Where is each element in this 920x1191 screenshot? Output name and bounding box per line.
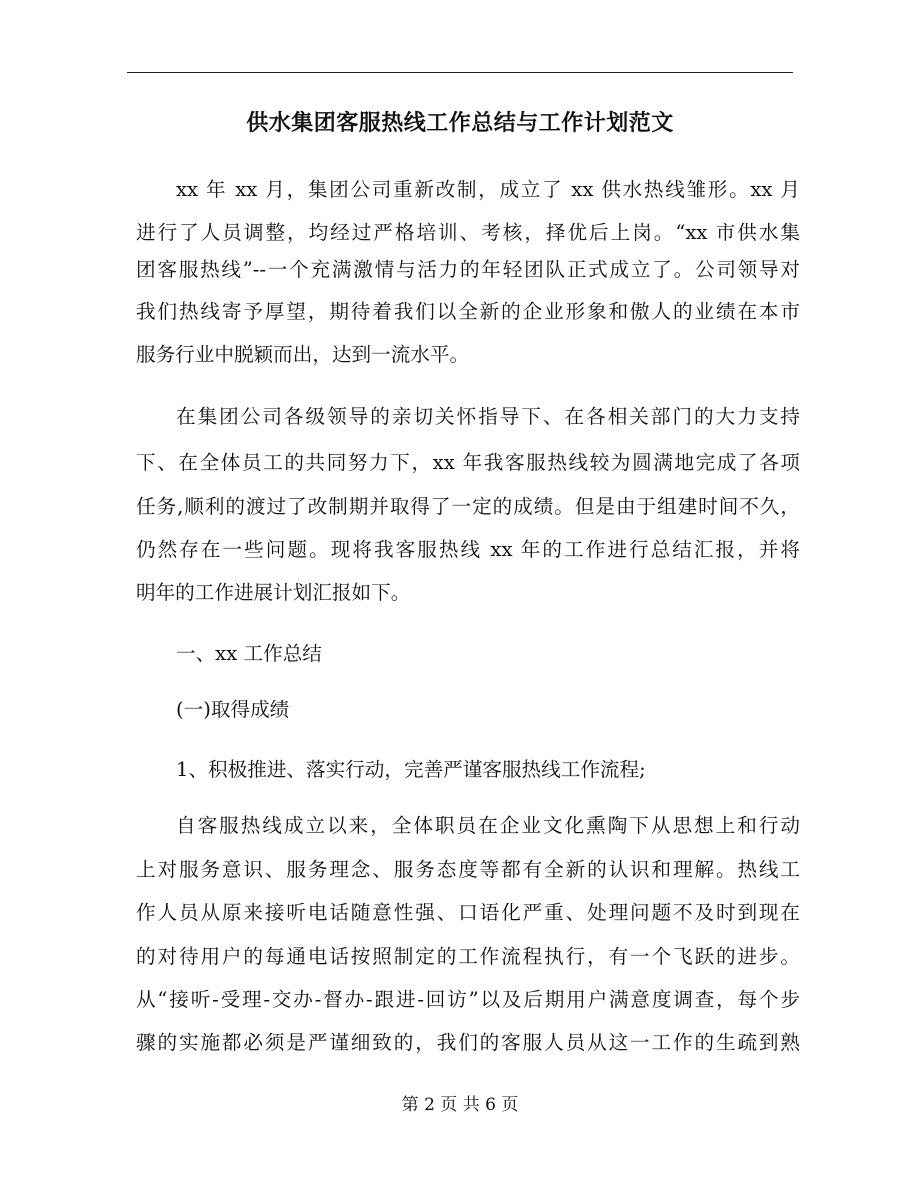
item-heading: 1、积极推进、落实行动，完善严谨客服热线工作流程;: [176, 758, 646, 781]
paragraph-3-line-6: 骤的实施都必须是严谨细致的，我们的客服人员从这一工作的生疏到熟: [136, 1031, 800, 1054]
header-rule: [127, 72, 793, 73]
paragraph-2-line-4: 仍然存在一些问题。现将我客服热线 xx 年的工作进行总结汇报，并将: [136, 538, 800, 561]
page-number: 第 2 页 共 6 页: [401, 1095, 519, 1115]
paragraph-2-line-1: 在集团公司各级领导的亲切关怀指导下、在各相关部门的大力支持: [176, 405, 800, 428]
document-title: 供水集团客服热线工作总结与工作计划范文: [246, 111, 674, 136]
paragraph-1-line-1: xx 年 xx 月，集团公司重新改制，成立了 xx 供水热线雏形。xx 月: [176, 178, 800, 201]
paragraph-1-line-3: 团客服热线”--一个充满激情与活力的年轻团队正式成立了。公司领导对: [136, 258, 800, 281]
section-heading: 一、xx 工作总结: [176, 642, 322, 665]
paragraph-2-line-2: 下、在全体员工的共同努力下，xx 年我客服热线较为圆满地完成了各项: [136, 451, 800, 474]
paragraph-1-line-4: 我们热线寄予厚望，期待着我们以全新的企业形象和傲人的业绩在本市: [136, 300, 800, 323]
paragraph-1-line-2: 进行了人员调整，均经过严格培训、考核，择优后上岗。“xx 市供水集: [136, 221, 800, 244]
paragraph-3-line-2: 上对服务意识、服务理念、服务态度等都有全新的认识和理解。热线工: [136, 858, 800, 881]
paragraph-3-line-4: 的对待用户的每通电话按照制定的工作流程执行，有一个飞跃的进步。: [136, 945, 800, 968]
paragraph-2-line-5: 明年的工作进展计划汇报如下。: [136, 581, 411, 604]
paragraph-3-line-3: 作人员从原来接听电话随意性强、口语化严重、处理问题不及时到现在: [136, 901, 800, 924]
paragraph-1-line-5: 服务行业中脱颖而出，达到一流水平。: [136, 343, 470, 366]
paragraph-2-line-3: 任务,顺利的渡过了改制期并取得了一定的成绩。但是由于组建时间不久，: [136, 495, 800, 518]
subsection-heading: (一)取得成绩: [176, 698, 290, 721]
paragraph-3-line-5: 从“接听-受理-交办-督办-跟进-回访”以及后期用户满意度调查，每个步: [136, 988, 800, 1011]
paragraph-3-line-1: 自客服热线成立以来，全体职员在企业文化熏陶下从思想上和行动: [176, 814, 800, 837]
